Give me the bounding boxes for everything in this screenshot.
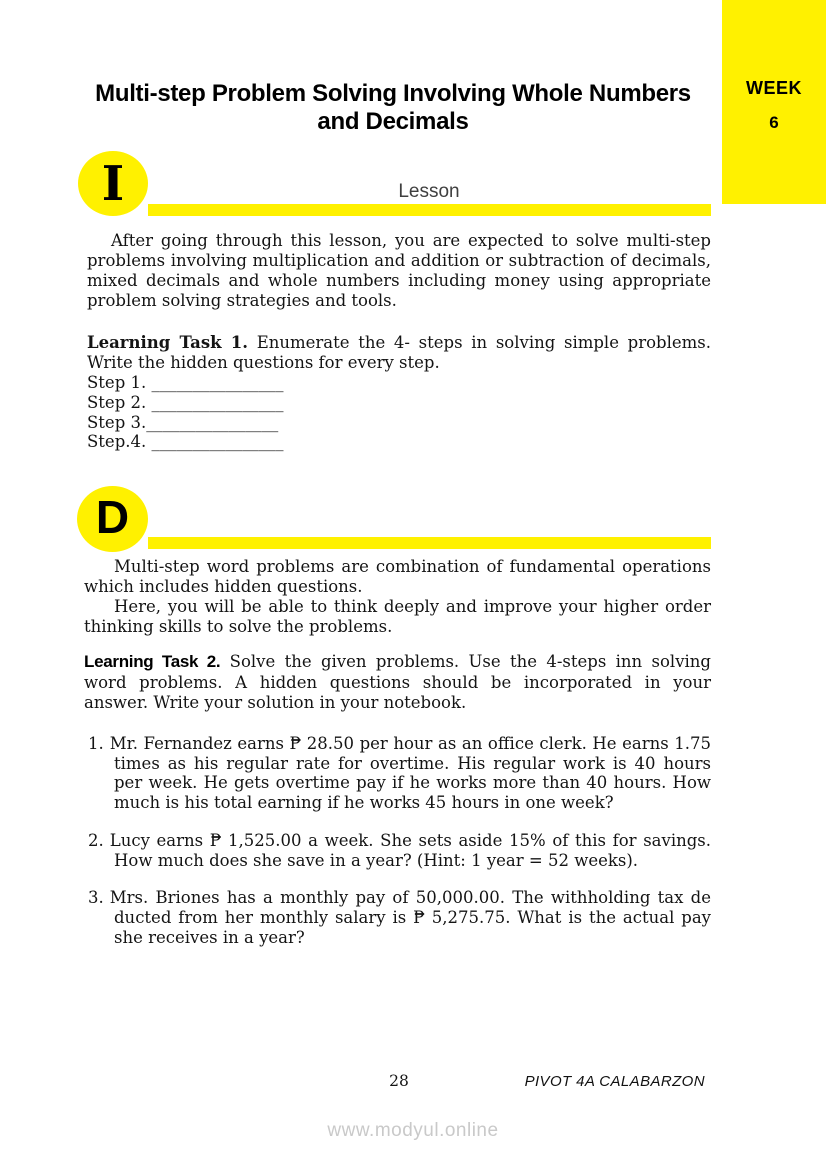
development-badge-d bbox=[77, 486, 148, 552]
development-badge-letter: D bbox=[95, 491, 130, 543]
development-divider-bar bbox=[148, 537, 711, 549]
watermark-text: www.modyul.online bbox=[327, 1120, 499, 1141]
problem-2-text: Lucy earns ₱ 1,525.00 a week. She sets aside 15% of this for savings. How much does she save in a year? (Hint: 1 year = 52 weeks). bbox=[109, 830, 711, 870]
lesson-intro-paragraph: After going through this lesson, you are expected to solve multi-step problems involving multiplication and addition or subtraction of decimals, mixed decimals and whole numbers including money using appropriate problem solving strategies and tools. bbox=[87, 231, 711, 310]
problem-3-text: Mrs. Briones has a monthly pay of 50,000.00. The withholding tax de ducted from her monthly salary is ₱ 5,275.75. What is the actual pay she receives in a year? bbox=[109, 888, 711, 947]
imprint-label: PIVOT 4A CALABARZON bbox=[524, 1073, 705, 1090]
problem-3-number: 3. bbox=[88, 888, 104, 908]
week-number: 6 bbox=[769, 112, 779, 132]
learning-task-1-instructions: Enumerate the 4- steps in solving simple problems. Write the hidden questions for every step. bbox=[87, 333, 712, 372]
week-tab bbox=[722, 0, 826, 204]
task1-step-3: Step 3.________________ bbox=[87, 412, 279, 432]
problem-item-3 bbox=[88, 888, 711, 947]
learning-task-1 bbox=[87, 333, 711, 452]
page-title-line2: and Decimals bbox=[317, 108, 469, 136]
learning-task-2-label: Learning Task 2. bbox=[84, 652, 221, 671]
task1-step-4: Step.4. ________________ bbox=[87, 432, 284, 452]
lesson-badge-i bbox=[78, 151, 148, 216]
learning-task-2-instructions: Solve the given problems. Use the 4-steps inn solving word problems. A hidden questions should be incorporated in your answer. Write your solution in your notebook. bbox=[84, 652, 711, 712]
page-number: 28 bbox=[389, 1072, 409, 1090]
problems-list bbox=[88, 734, 711, 965]
development-paragraphs bbox=[84, 557, 711, 637]
problem-item-2 bbox=[88, 831, 711, 870]
learning-task-2 bbox=[84, 652, 711, 714]
task1-step-1: Step 1. ________________ bbox=[87, 373, 284, 392]
problem-1-number: 1. bbox=[88, 734, 104, 753]
problem-1-text: Mr. Fernandez earns ₱ 28.50 per hour as an office clerk. He earns 1.75 times as his regular rate for overtime. His regular work is 40 hours per week. He gets overtime pay if he works more than 40 hours. How much is his total earning if he works 45 hours in one week? bbox=[109, 734, 711, 813]
task1-step-2: Step 2. ________________ bbox=[87, 392, 284, 412]
lesson-header-label: Lesson bbox=[398, 181, 460, 202]
page-title bbox=[63, 80, 723, 136]
problem-item-1 bbox=[88, 734, 711, 813]
development-paragraph-2: Here, you will be able to think deeply and improve your higher order thinking skills to solve the problems. bbox=[84, 597, 711, 636]
problem-2-number: 2. bbox=[88, 830, 104, 850]
learning-task-1-lead bbox=[87, 333, 711, 373]
lesson-divider-bar bbox=[148, 204, 711, 216]
lesson-badge-letter: I bbox=[101, 155, 125, 212]
development-paragraph-1: Multi-step word problems are combination of fundamental operations which includes hidden questions. bbox=[84, 557, 711, 596]
learning-task-1-label: Learning Task 1. bbox=[87, 333, 248, 352]
week-label: WEEK bbox=[746, 77, 802, 98]
page-title-line1: Multi-step Problem Solving Involving Whole Numbers bbox=[95, 80, 691, 107]
